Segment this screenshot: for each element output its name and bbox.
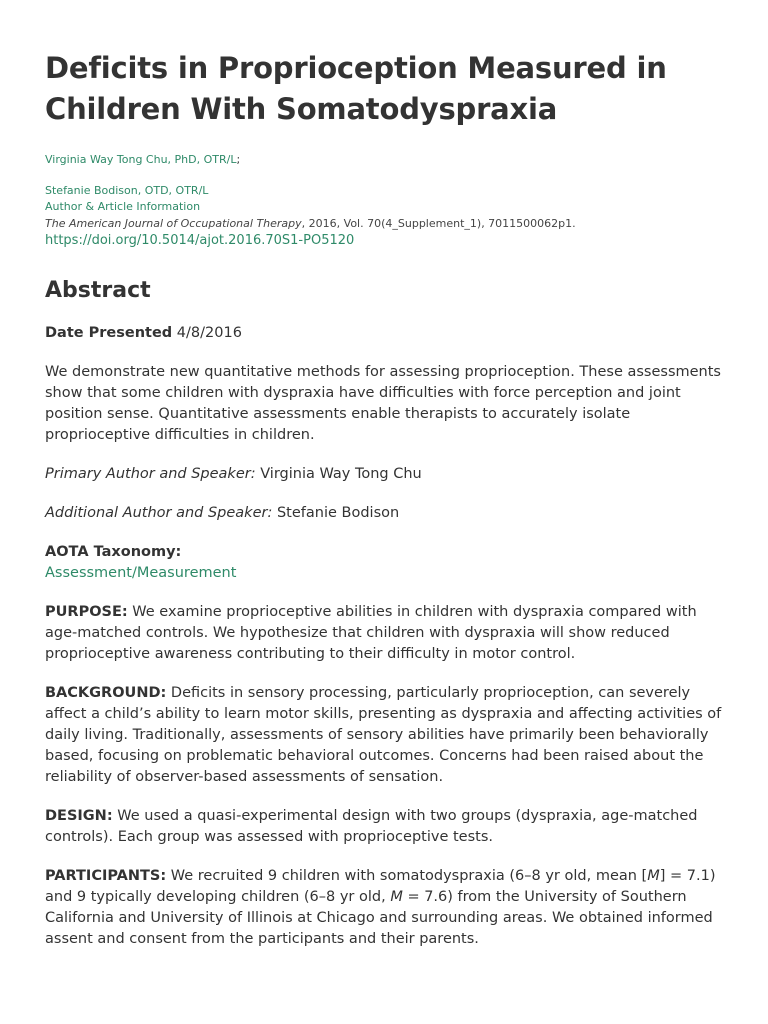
author-article-info-link[interactable]: Author & Article Information	[45, 200, 201, 213]
journal-details: , 2016, Vol. 70(4_Supplement_1), 7011500062p1.	[301, 216, 576, 230]
purpose-label: PURPOSE:	[45, 604, 128, 620]
journal-citation	[45, 216, 723, 233]
design-section	[45, 806, 723, 848]
additional-author-value: Stefanie Bodison	[272, 505, 400, 521]
purpose-section	[45, 602, 723, 665]
primary-author	[45, 464, 723, 485]
journal-name: The American Journal of Occupational Therapy	[45, 216, 302, 230]
design-label: DESIGN:	[45, 808, 113, 824]
author-1-link[interactable]: Virginia Way Tong Chu, PhD, OTR/L	[45, 153, 237, 166]
article-title	[45, 48, 723, 130]
abstract-heading: Abstract	[45, 278, 151, 303]
title-line-2: Children With Somatodyspraxia	[45, 92, 558, 126]
author-separator: ;	[236, 153, 241, 166]
title-line-1: Deficits in Proprioception Measured in	[45, 51, 667, 85]
additional-author-label: Additional Author and Speaker:	[45, 505, 273, 521]
participants-section	[45, 866, 723, 950]
author-2-link[interactable]: Stefanie Bodison, OTD, OTR/L	[45, 183, 209, 197]
taxonomy-link[interactable]: Assessment/Measurement	[45, 565, 237, 581]
aota-taxonomy	[45, 542, 723, 584]
participants-text-2: ] = 7.1) and 9 typically developing children (6–8 yr old,	[45, 868, 716, 905]
purpose-text: We examine proprioceptive abilities in children with dyspraxia compared with age-matched controls. We hypothesize that children with dyspraxia will show reduced proprioceptive awareness contributing to their difficulty in motor control.	[45, 604, 697, 662]
additional-author	[45, 503, 723, 524]
meta-spacer	[45, 169, 723, 183]
date-presented-label: Date Presented	[45, 325, 173, 341]
participants-mean-symbol-2: M	[390, 889, 403, 905]
date-presented	[45, 323, 723, 344]
primary-author-label: Primary Author and Speaker:	[45, 466, 256, 482]
article-meta	[45, 152, 723, 250]
participants-text-3: = 7.6) from the University of Southern California and University of Illinois at Chicago and surrounding areas. We obtained informed assent and consent from the participants and their parents.	[45, 889, 713, 947]
doi-link[interactable]: https://doi.org/10.5014/ajot.2016.70S1-PO5120	[45, 233, 355, 248]
background-label: BACKGROUND:	[45, 685, 167, 701]
abstract-intro: We demonstrate new quantitative methods for assessing proprioception. These assessments show that some children with dyspraxia have difficulties with force perception and joint position sense. Quantitative assessments enable therapists to accurately isolate proprioceptive difficulties in children.	[45, 364, 721, 443]
participants-label: PARTICIPANTS:	[45, 868, 167, 884]
author-1-row	[45, 152, 723, 169]
abstract-body	[45, 323, 723, 950]
author-2-row	[45, 183, 723, 200]
background-text: Deficits in sensory processing, particularly proprioception, can severely affect a child’s ability to learn motor skills, presenting as dyspraxia and affecting activities of daily living. Traditionally, assessments of sensory abilities have primarily been behaviorally based, focusing on problematic behavioral outcomes. Concerns had been raised about the reliability of observer-based assessments of sensation.	[45, 685, 722, 785]
date-presented-value: 4/8/2016	[172, 325, 242, 341]
author-info-row	[45, 199, 723, 216]
primary-author-value: Virginia Way Tong Chu	[255, 466, 422, 482]
participants-text-1: We recruited 9 children with somatodyspraxia (6–8 yr old, mean [	[166, 868, 648, 884]
design-text: We used a quasi-experimental design with two groups (dyspraxia, age-matched controls). Each group was assessed with proprioceptive tests.	[45, 808, 698, 845]
participants-mean-symbol-1: M	[647, 868, 660, 884]
background-section	[45, 683, 723, 788]
taxonomy-label: AOTA Taxonomy:	[45, 544, 182, 560]
